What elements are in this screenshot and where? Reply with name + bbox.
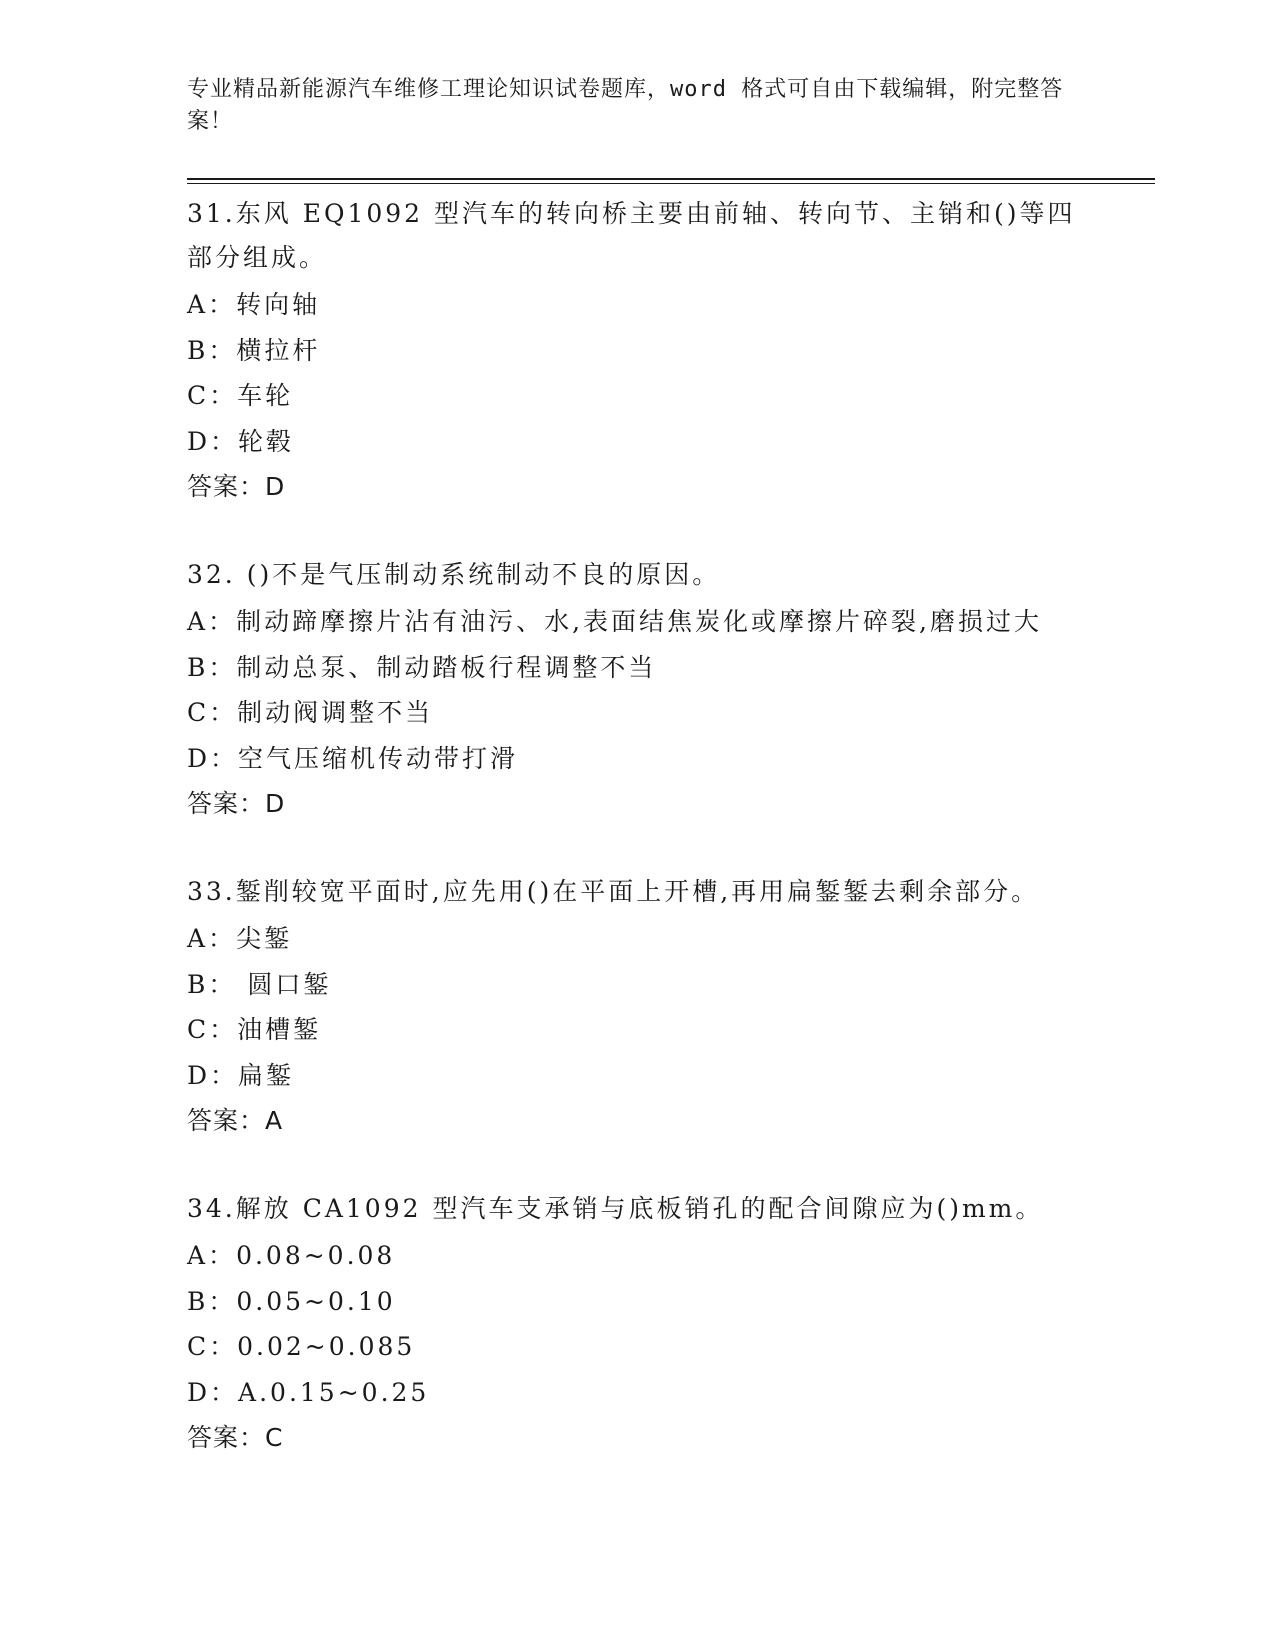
question-32 bbox=[187, 551, 1087, 826]
option-d bbox=[187, 1370, 1087, 1416]
option-text: 横拉杆 bbox=[236, 335, 321, 365]
option-a bbox=[187, 599, 1087, 645]
option-b bbox=[187, 645, 1087, 691]
option-c bbox=[187, 373, 1087, 419]
option-text: 车轮 bbox=[237, 381, 294, 410]
option-text: 0.05~0.10 bbox=[236, 1286, 396, 1316]
option-c bbox=[187, 690, 1087, 736]
option-c bbox=[187, 1007, 1087, 1053]
option-key: B： bbox=[187, 1286, 237, 1316]
question-stem: 31.东风 EQ1092 型汽车的转向桥主要由前轴、转向节、主销和()等四部分组成。 bbox=[187, 199, 1076, 272]
option-b bbox=[187, 962, 1087, 1008]
option-text: 制动总泵、制动踏板行程调整不当 bbox=[236, 652, 657, 682]
option-b bbox=[187, 1279, 1087, 1325]
header-divider-thin bbox=[187, 183, 1155, 184]
question-31 bbox=[187, 190, 1087, 509]
option-key: D： bbox=[187, 743, 239, 773]
option-key: A： bbox=[187, 1241, 237, 1270]
option-key: C： bbox=[187, 698, 238, 727]
option-a bbox=[187, 1233, 1087, 1279]
option-text: 0.02~0.085 bbox=[237, 1332, 416, 1361]
option-a bbox=[187, 916, 1087, 962]
option-text: A.0.15~0.25 bbox=[238, 1377, 430, 1407]
option-key: B： bbox=[187, 335, 237, 365]
question-33 bbox=[187, 868, 1087, 1143]
option-text: 0.08~0.08 bbox=[236, 1241, 396, 1270]
document-header: 专业精品新能源汽车维修工理论知识试卷题库，word 格式可自由下载编辑，附完整答案！ bbox=[187, 77, 1064, 134]
option-key: C： bbox=[187, 381, 238, 410]
option-text: 制动蹄摩擦片沾有油污、水,表面结焦炭化或摩擦片碎裂,磨损过大 bbox=[236, 607, 1042, 636]
option-key: B： bbox=[187, 969, 237, 999]
option-text: 空气压缩机传动带打滑 bbox=[238, 743, 519, 773]
option-d bbox=[187, 419, 1087, 465]
option-key: D： bbox=[187, 1377, 239, 1407]
option-d bbox=[187, 736, 1087, 782]
question-34 bbox=[187, 1185, 1087, 1460]
option-text: 扁錾 bbox=[238, 1060, 295, 1090]
option-key: A： bbox=[187, 607, 237, 636]
option-key: B： bbox=[187, 652, 237, 682]
option-d bbox=[187, 1053, 1087, 1099]
answer-line: 答案：C bbox=[187, 1423, 284, 1452]
option-key: D： bbox=[187, 426, 239, 456]
option-text: 油槽錾 bbox=[237, 1015, 322, 1044]
answer-line: 答案：D bbox=[187, 789, 286, 818]
option-text: 尖錾 bbox=[236, 924, 293, 953]
option-key: C： bbox=[187, 1332, 238, 1361]
question-stem: 33.錾削较宽平面时,应先用()在平面上开槽,再用扁錾錾去剩余部分。 bbox=[187, 877, 1040, 906]
question-stem: 34.解放 CA1092 型汽车支承销与底板销孔的配合间隙应为()mm。 bbox=[187, 1194, 1044, 1223]
option-key: C： bbox=[187, 1015, 238, 1044]
answer-line: 答案：A bbox=[187, 1106, 284, 1135]
option-a bbox=[187, 282, 1087, 328]
option-text: 制动阀调整不当 bbox=[237, 698, 434, 727]
answer-line: 答案：D bbox=[187, 472, 286, 501]
option-text: 圆口錾 bbox=[236, 969, 332, 999]
question-list bbox=[187, 190, 1087, 1502]
question-stem: 32. ()不是气压制动系统制动不良的原因。 bbox=[187, 560, 721, 589]
header-divider-thick bbox=[187, 178, 1155, 180]
option-key: D： bbox=[187, 1060, 239, 1090]
option-key: A： bbox=[187, 290, 237, 319]
option-b bbox=[187, 328, 1087, 374]
option-text: 轮毂 bbox=[238, 426, 295, 456]
option-text: 转向轴 bbox=[236, 290, 321, 319]
option-c bbox=[187, 1324, 1087, 1370]
option-key: A： bbox=[187, 924, 237, 953]
